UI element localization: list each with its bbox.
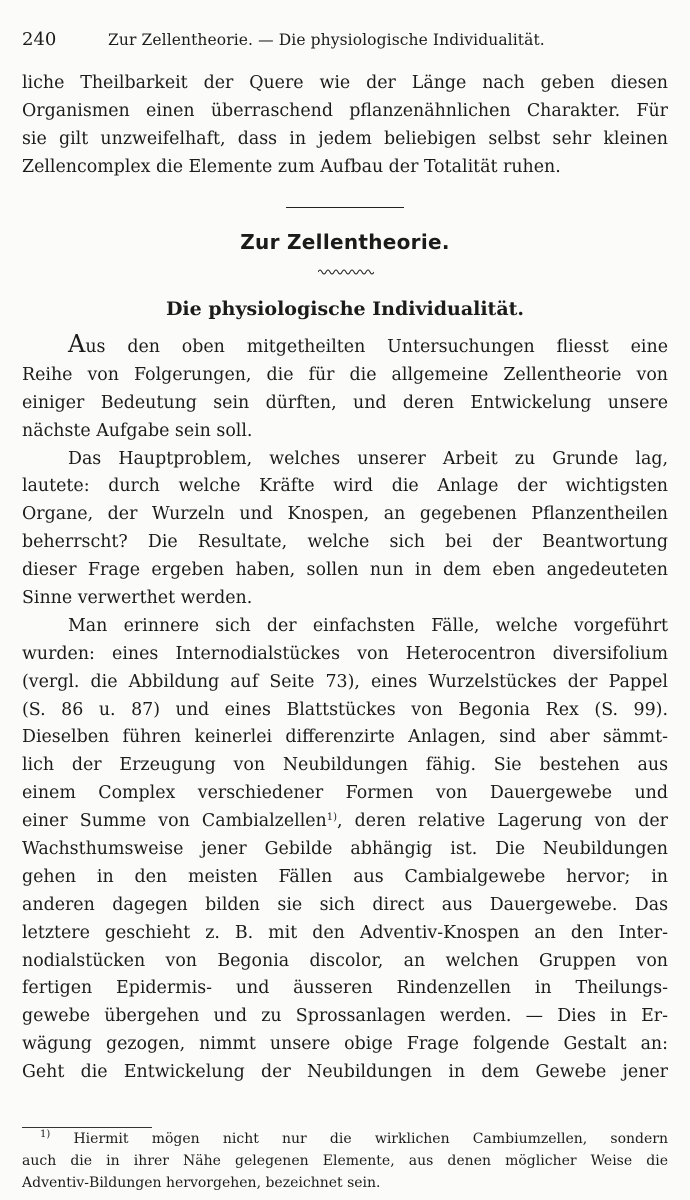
text-line: (vergl. die Abbildung auf Seite 73), eines Wurzelstückes der Pappel [22,671,668,692]
text-line: gehen in den meisten Fällen aus Cambialgewebe hervor; in [22,866,668,887]
main-text [22,330,668,1087]
text-line: Das Hauptproblem, welches unserer Arbeit zu Grunde lag, [68,448,668,469]
text-line: lich der Erzeugung von Neubildungen fähig. Sie bestehen aus [22,755,668,776]
paragraph-first-line [22,330,668,362]
initial-letter: A [68,330,86,358]
text-line: fertigen Epidermis- und äusseren Rindenzellen in Theilungs- [22,978,668,999]
text-line: Sinne verwerthet werden. [22,588,253,609]
text-line: wägung gezogen, nimmt unsere obige Frage folgende Gestalt an: [22,1034,668,1055]
running-header [22,28,668,52]
footnote-marker: 1) [40,1129,51,1140]
footnote-line: auch die in ihrer Nähe gelegenen Elemente, aus denen möglicher Weise die [22,1153,668,1169]
subsection-title: Die physiologische Individualität. [165,298,525,320]
text-line: letztere geschieht z. B. mit den Adventiv-Knospen an den Inter- [22,922,668,943]
text-line: (S. 86 u. 87) und eines Blattstückes von Begonia Rex (S. 99). [22,699,668,720]
page-number: 240 [22,29,57,50]
footnote-line: Adventiv-Bildungen hervorgehen, bezeichnet sein. [22,1175,381,1191]
footnote [22,1128,668,1194]
footnote-line [22,1128,668,1150]
running-title: Zur Zellentheorie. — Die physiologische Individualität. [108,31,545,49]
footnote-reference[interactable]: 1) [326,812,338,824]
text-line: beherrscht? Die Resultate, welche sich bei der Beantwortung [22,532,668,553]
section-divider [286,207,404,208]
text-line: Organismen einen überraschend pflanzenähnlichen Charakter. Für [22,100,668,121]
text-line: lautete: durch welche Kräfte wird die Anlage der wichtigsten [22,476,668,497]
text-line: einiger Bedeutung sein dürften, und deren Entwickelung unsere [22,392,668,413]
text-line: anderen dagegen bilden sie sich direct aus Dauergewebe. Das [22,894,668,915]
text-line: sie gilt unzweifelhaft, dass in jedem beliebigen selbst sehr kleinen [22,128,668,149]
text-line: dieser Frage ergeben haben, sollen nun in dem eben angedeuteten [22,560,668,581]
text-line: nodialstücken von Begonia discolor, an welchen Gruppen von [22,950,668,971]
text-line: Geht die Entwickelung der Neubildungen in dem Gewebe jener [22,1062,668,1083]
text-line: einem Complex verschiedener Formen von Dauergewebe und [22,783,668,804]
text-line: Organe, der Wurzeln und Knospen, an gegebenen Pflanzentheilen [22,504,668,525]
top-paragraph [22,70,668,182]
text-fragment: Hiermit mögen nicht nur die wirklichen Cambiumzellen, sondern [73,1131,668,1147]
text-line: liche Theilbarkeit der Quere wie der Länge nach geben diesen [22,73,668,93]
text-line: Zellencomplex die Elemente zum Aufbau der Totalität ruhen. [22,156,561,177]
text-line: Man erinnere sich der einfachsten Fälle, welche vorgeführt [68,615,668,636]
section-title: Zur Zellentheorie. [240,230,450,254]
text-line: nächste Aufgabe sein soll. [22,420,253,441]
ornamental-squiggle [318,268,374,276]
text-line: wurden: eines Internodialstückes von Heterocentron diversifolium [22,643,668,664]
text-fragment: einer Summe von Cambialzellen [22,811,327,832]
text-line: Reihe von Folgerungen, die für die allgemeine Zellentheorie von [22,364,668,385]
text-fragment: , deren relative Lagerung von der [337,811,668,832]
text-fragment: us den oben mitgetheilten Untersuchungen fliesst eine [85,337,668,357]
text-line: Wachsthumsweise jener Gebilde abhängig ist. Die Neubildungen [22,839,668,860]
text-line-with-note [22,808,668,836]
text-line: gewebe übergehen und zu Sprossanlagen werden. — Dies in Er- [22,1006,668,1027]
text-line: Dieselben führen keinerlei differenzirte Anlagen, sind aber sämmt- [22,727,668,748]
